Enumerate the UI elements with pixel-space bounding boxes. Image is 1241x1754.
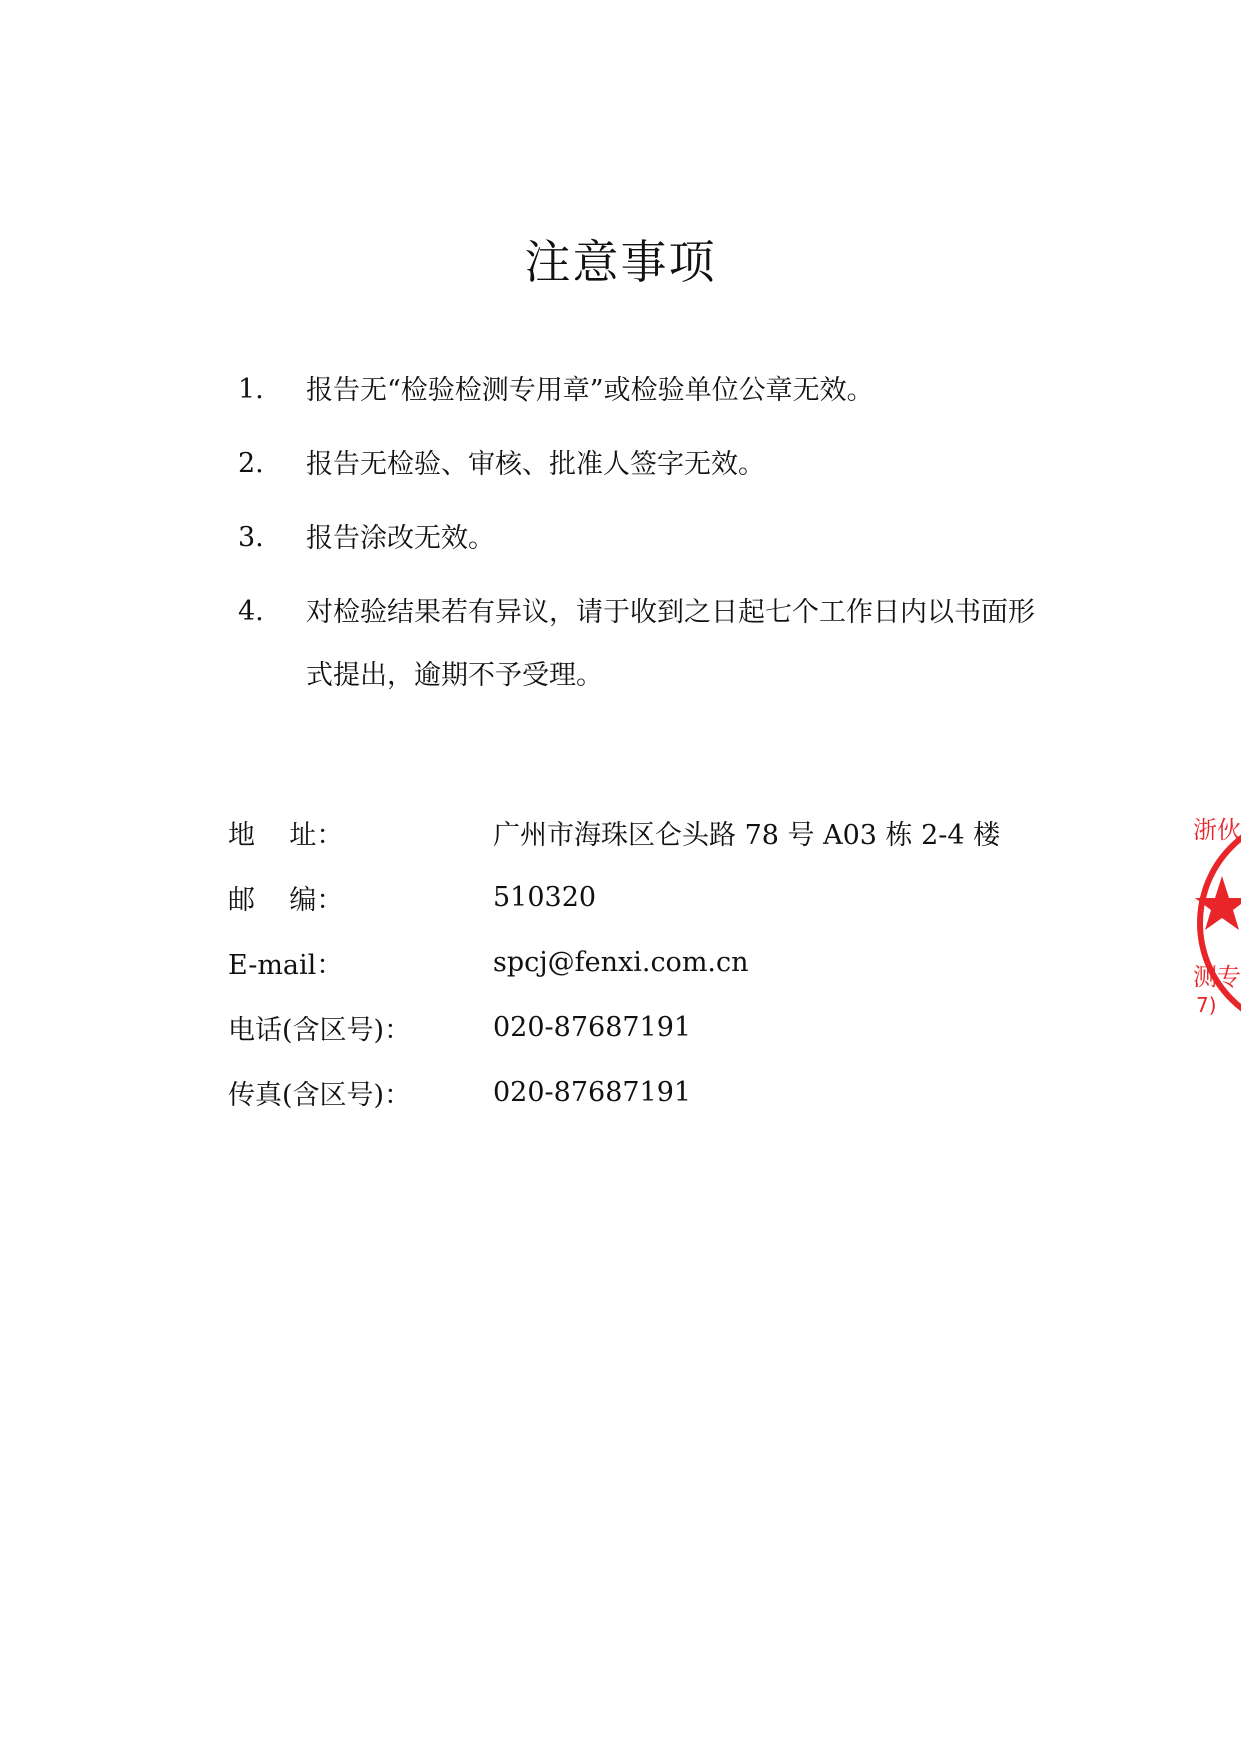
seal-text-top: 浙伙 <box>1193 816 1241 844</box>
seal-text-bottom: 测专 <box>1193 963 1241 991</box>
notice-text: 报告无“检验检测专用章”或检验单位公章无效。 <box>306 375 874 406</box>
notice-text: 对检验结果若有异议，请于收到之日起七个工作日内以书面形式提出，逾期不予受理。 <box>306 597 1035 691</box>
contact-row-email <box>228 930 1028 995</box>
notice-list <box>238 370 1058 729</box>
page-title: 注意事项 <box>524 235 717 289</box>
postcode-value: 510320 <box>493 882 597 913</box>
notice-text: 报告无检验、审核、批准人签字无效。 <box>306 449 765 480</box>
notice-text: 报告涂改无效。 <box>306 523 495 554</box>
contact-row-address <box>228 800 1028 865</box>
address-label: 地 址： <box>228 820 344 851</box>
phone-label: 电话(含区号)： <box>228 1015 412 1046</box>
contact-info <box>228 800 1028 1125</box>
notice-item <box>238 444 1058 496</box>
notice-item <box>238 518 1058 570</box>
fax-value: 020-87687191 <box>493 1077 692 1108</box>
fax-label: 传真(含区号)： <box>228 1080 412 1111</box>
email-value: spcj@fenxi.com.cn <box>493 947 749 978</box>
seal-text-code: 7) <box>1196 993 1217 1017</box>
contact-row-fax <box>228 1060 1028 1125</box>
contact-row-postcode <box>228 865 1028 930</box>
phone-value: 020-87687191 <box>493 1012 692 1043</box>
email-label: E-mail： <box>228 950 344 981</box>
notice-number: 3. <box>238 522 264 553</box>
notice-item <box>238 370 1058 422</box>
notice-number: 2. <box>238 448 264 479</box>
notice-number: 4. <box>238 596 264 627</box>
contact-row-phone <box>228 995 1028 1060</box>
seal-icon <box>1190 808 1241 1038</box>
address-value: 广州市海珠区仑头路 78 号 A03 栋 2-4 楼 <box>493 820 1001 851</box>
postcode-label: 邮 编： <box>228 885 344 916</box>
notice-number: 1. <box>238 374 264 405</box>
notice-item <box>238 592 1058 707</box>
official-seal-stamp <box>1190 808 1241 1038</box>
